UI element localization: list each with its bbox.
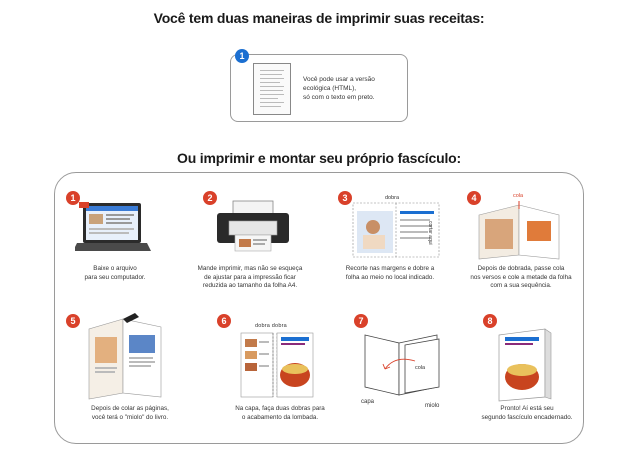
step-2-caption: Mande imprimir, mas não se esqueça de ajustar para a impressão ficar reduzida ao tamanho da folha A4. (197, 265, 303, 289)
fold-fold-label: dobra dobra (255, 323, 287, 329)
glue-label-7: cola (415, 365, 426, 371)
step-2-badge: 2 (203, 191, 217, 205)
finished-booklet-illustration (493, 327, 561, 403)
fold-label: dobra (385, 195, 400, 201)
step-5-caption: Depois de colar as páginas, você terá o "miolo" do livro. (91, 405, 169, 421)
step-1-badge: 1 (66, 191, 80, 205)
booklet-pages-illustration (83, 313, 169, 405)
eco-description: Você pode usar a versão ecológica (HTML), só com o texto em preto. (303, 76, 375, 101)
steps-panel (54, 172, 584, 444)
folded-pages-illustration (475, 201, 567, 261)
cover-label: capa (361, 399, 375, 405)
step-3-caption: Recorte nas margens e dobre a folha ao meio no local indicado. (345, 265, 435, 281)
page-title: Você tem duas maneiras de imprimir suas receitas: (153, 10, 485, 26)
cover-illustration (239, 331, 315, 401)
step-3-badge: 3 (338, 191, 352, 205)
step-4-badge: 4 (467, 191, 481, 205)
glue-label: cola (513, 193, 524, 199)
laptop-icon (75, 199, 151, 255)
step-4-caption: Depois de dobrada, passe cola nos versos e cole a metade da folha com a sua sequência. (470, 265, 572, 289)
step-5-badge: 5 (66, 314, 80, 328)
step-1-caption: Baixe o arquivo para seu computador. (84, 265, 146, 281)
section-title: Ou imprimir e montar seu próprio fascículo: (177, 150, 461, 166)
step-7-badge: 7 (354, 314, 368, 328)
step-8-badge: 8 (483, 314, 497, 328)
step-6-caption: Na capa, faça duas dobras para o acabamento da lombada. (235, 405, 325, 421)
cut-here-label: cortar aqui (427, 221, 433, 245)
eco-version-box (230, 51, 408, 122)
printer-icon (213, 199, 293, 257)
step-6-badge: 6 (217, 314, 231, 328)
text-page-thumbnail (253, 63, 291, 115)
step-8-caption: Pronto! Aí está seu segundo fascículo encadernado. (481, 405, 573, 421)
core-label: miolo (425, 403, 440, 409)
binding-illustration (355, 329, 447, 401)
step-number-badge: 1 (235, 49, 249, 63)
